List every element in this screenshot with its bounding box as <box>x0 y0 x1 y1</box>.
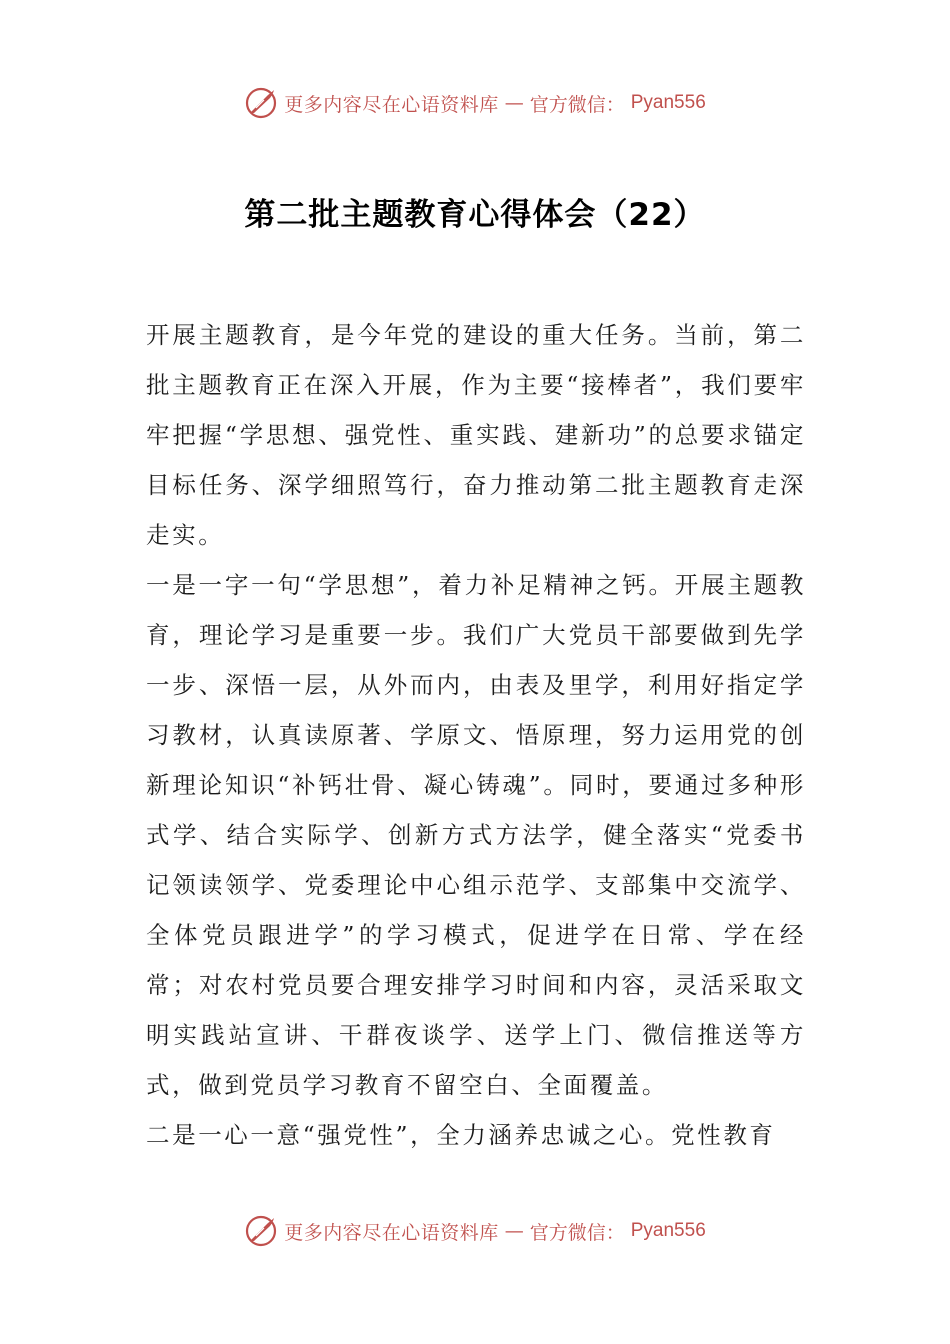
banner-dash: — <box>504 1220 524 1242</box>
paragraph-intro: 开展主题教育，是今年党的建设的重大任务。当前，第二批主题教育正在深入开展，作为主要“接棒者”，我们要牢牢把握“学思想、强党性、重实践、建新功”的总要求锚定目标任务、深学细照笃行，奋力推动第二批主题教育走深走实。 <box>146 321 806 549</box>
paragraph-study-thought: 一是一字一句“学思想”，着力补足精神之钙。开展主题教育，理论学习是重要一步。我们广大党员干部要做到先学一步、深悟一层，从外而内，由表及里学，利用好指定学习教材，认真读原著、学原文、悟原理，努力运用党的创新理论知识“补钙壮骨、凝心铸魂”。同时，要通过多种形式学、结合实际学、创新方式方法学，健全落实“党委书记领读领学、党委理论中心组示范学、支部集中交流学、全体党员跟进学”的学习模式，促进学在日常、学在经常；对农村党员要合理安排学习时间和内容，灵活采取文明实践站宣讲、干群夜谈学、送学上门、微信推送等方式，做到党员学习教育不留空白、全面覆盖。 <box>146 571 806 1099</box>
quill-logo-icon <box>244 1214 278 1248</box>
wechat-id: Pyan556 <box>630 1220 706 1241</box>
brand-text: 更多内容尽在心语资料库 <box>284 93 499 116</box>
document-body <box>146 310 806 1160</box>
header-banner <box>0 83 950 123</box>
quill-logo-icon <box>244 86 278 120</box>
paragraph-strengthen-party: 二是一心一意“强党性”，全力涵养忠诚之心。党性教育 <box>146 1121 776 1149</box>
wechat-label: 官方微信： <box>529 93 625 116</box>
footer-banner <box>0 1211 950 1251</box>
wechat-id: Pyan556 <box>630 92 706 113</box>
page-title: 第二批主题教育心得体会（22） <box>244 196 706 233</box>
brand-text: 更多内容尽在心语资料库 <box>284 1221 499 1244</box>
banner-dash: — <box>504 92 524 114</box>
wechat-label: 官方微信： <box>529 1221 625 1244</box>
